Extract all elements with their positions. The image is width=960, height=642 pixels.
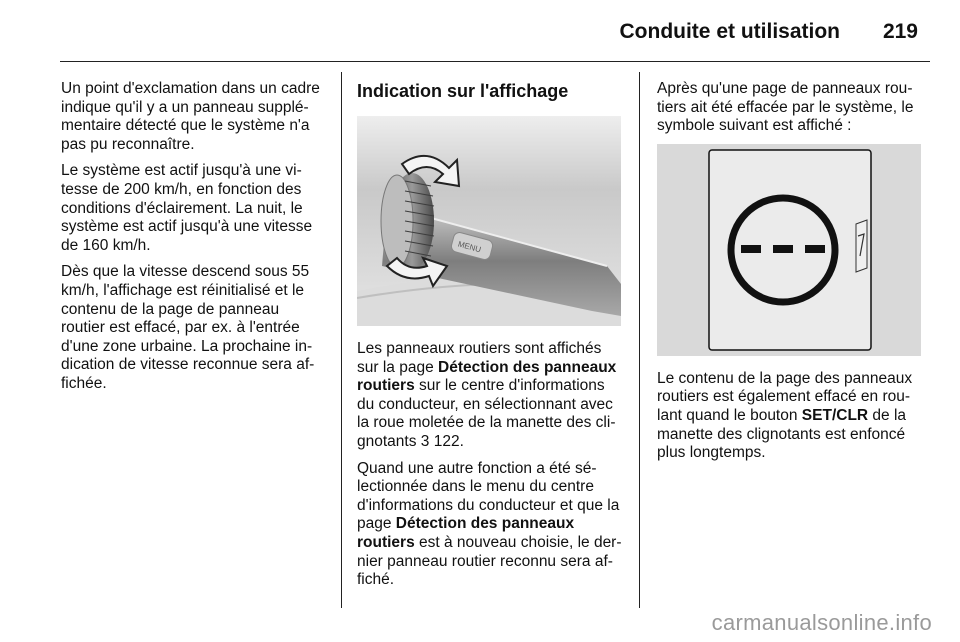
stalk-illustration-svg <box>357 116 621 326</box>
column-left <box>61 80 326 402</box>
page-header <box>60 18 930 58</box>
paragraph-display-page: Les panneaux routiers sont affichés sur la page Détection des panneaux routiers sur le centre d'informations du conducteur, en sélectionnant avec la roue moletée de la manette des clignotants 3 122. <box>357 340 617 450</box>
site-watermark: carmanualsonline.info <box>711 610 932 635</box>
column-divider-2 <box>639 72 640 608</box>
term-sign-detection: Détection des panneaux routiers <box>357 358 617 395</box>
paragraph-exclamation: Un point d'exclamation dans un cadre indique qu'il y a un panneau supplémentaire détecté que le système n'a pas pu reconnaître. <box>61 80 320 153</box>
cleared-sign-svg <box>657 144 921 356</box>
page-reference[interactable]: 3 122. <box>420 432 464 450</box>
menu-button-label: MENU <box>456 239 483 255</box>
section-heading: Indication sur l'affichage <box>357 81 569 101</box>
chapter-title: Conduite et utilisation <box>619 20 840 43</box>
term-sign-detection-2: Détection des panneaux routiers <box>357 515 575 551</box>
header-divider <box>60 61 930 62</box>
column-middle <box>357 80 625 598</box>
paragraph-cleared: Après qu'une page de panneaux routiers ait été effacée par le système, le symbole suivant est affiché : <box>657 80 914 135</box>
cleared-sign-illustration <box>657 144 921 356</box>
paragraph-speed-limit: Le système est actif jusqu'à une vitesse de 200 km/h, en fonction des conditions d'éclairement. La nuit, le système est actif jusqu'à une vitesse de 160 km/h. <box>61 162 313 254</box>
column-divider-1 <box>341 72 342 608</box>
paragraph-reset: Dès que la vitesse descend sous 55 km/h, l'affichage est réinitialisé et le contenu de la page de panneau routier est effacé, par ex. à l'entrée d'une zone urbaine. La prochaine indication de vitesse reconnue sera affichée. <box>61 263 315 392</box>
page-number: 219 <box>882 20 918 43</box>
term-set-clr: SET/CLR <box>801 406 869 424</box>
paragraph-set-clr: Le contenu de la page des panneaux routiers est également effacé en roulant quand le bouton SET/CLR de la manette des clignotants est enfoncé plus longtemps. <box>657 369 913 462</box>
column-right <box>657 80 925 471</box>
turn-signal-stalk-illustration <box>357 116 621 326</box>
paragraph-reselect: Quand une autre fonction a été sélectionnée dans le menu du centre d'informations du conducteur et que la page Détection des panneaux routiers est à nouveau choisie, le dernier panneau routier reconnu sera affiché. <box>357 459 622 589</box>
